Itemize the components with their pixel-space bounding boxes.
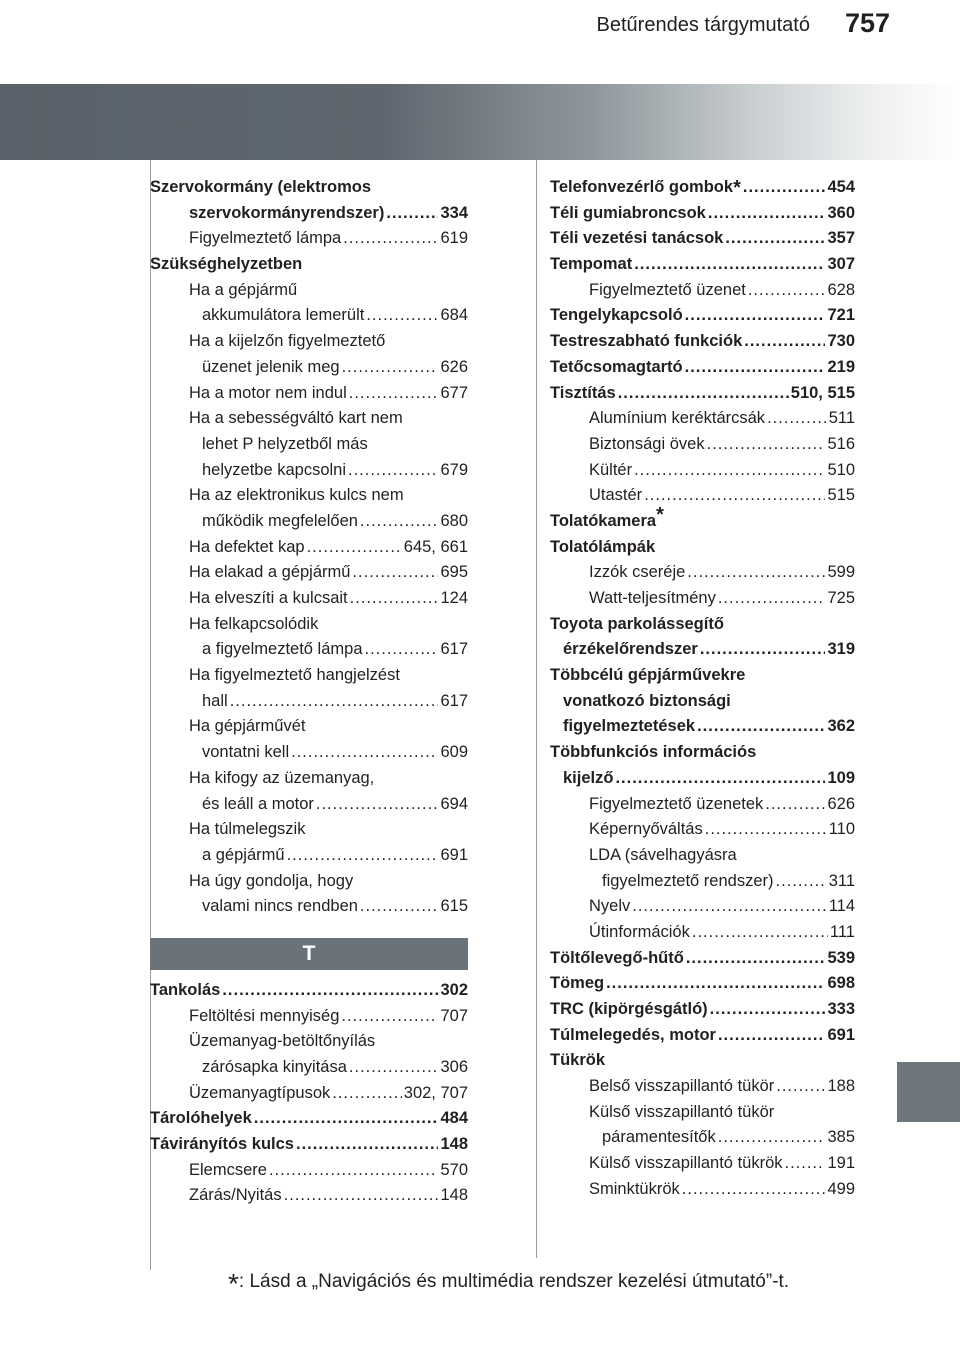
index-entry-term: Tempomat (550, 255, 633, 274)
index-entry-term: a figyelmeztető lámpa (202, 640, 363, 659)
index-entry (150, 1004, 468, 1030)
dot-leader (697, 714, 825, 740)
index-entry-term: Téli vezetési tanácsok (550, 229, 724, 248)
dot-leader (634, 252, 825, 278)
index-column-left (150, 175, 468, 1209)
index-entry (150, 535, 468, 561)
index-entry: Telefonvezérlő gombok * ..... 454 (550, 175, 855, 201)
index-entry-page: 510 (827, 460, 855, 479)
index-entry-term: Külső visszapillantó tükör (589, 1102, 775, 1121)
index-entry-page: 515 (827, 486, 855, 505)
index-entry (150, 509, 468, 535)
index-entry-page: 110 (828, 820, 855, 839)
dot-leader (707, 432, 826, 458)
index-entry-term: Túlmelegedés, motor (550, 1025, 716, 1044)
dot-leader (743, 175, 826, 201)
index-entry (550, 817, 855, 843)
index-entry (550, 381, 855, 407)
index-entry (150, 1158, 468, 1184)
index-entry (150, 201, 468, 227)
dot-leader (685, 355, 826, 381)
index-entry (550, 971, 855, 997)
index-entry-page: 188 (827, 1077, 855, 1096)
index-entry-term: Külső visszapillantó tükrök (589, 1154, 783, 1173)
index-section-t-continued (550, 175, 855, 1203)
index-entry-page: 539 (827, 948, 855, 967)
index-entry-term: Izzók cseréje (589, 563, 686, 582)
index-entry-term: Tengelykapcsoló (550, 306, 683, 325)
index-entry (550, 612, 855, 638)
dot-leader (748, 278, 826, 304)
index-entry-page: 617 (440, 691, 468, 710)
index-entry-page: 454 (827, 178, 855, 196)
index-entry (550, 920, 855, 946)
index-entry (550, 714, 855, 740)
index-entry-term: érzékelőrendszer (563, 640, 698, 659)
index-entry-page: 615 (440, 897, 468, 916)
dot-leader (785, 1151, 826, 1177)
index-entry-page: 499 (827, 1179, 855, 1198)
dot-leader (708, 201, 826, 227)
index-entry-page: 691 (827, 1025, 855, 1044)
index-entry (550, 586, 855, 612)
index-entry-term: Tolatókamera (550, 511, 657, 530)
index-entry-term: Elemcsere (189, 1160, 267, 1179)
index-entry-term: vonatkozó biztonsági (563, 691, 731, 710)
dot-leader (222, 978, 438, 1004)
index-entry-term: Többfunkciós információs (550, 743, 757, 762)
index-entry (150, 432, 468, 458)
index-entry-term: Feltöltési mennyiség (189, 1006, 340, 1025)
dot-leader (349, 381, 439, 407)
index-entry-term: Ha gépjárművét (189, 717, 306, 736)
index-entry-page: 730 (827, 332, 855, 351)
index-entry-term: kijelző (563, 768, 614, 787)
index-entry-page: 698 (827, 974, 855, 993)
index-entry (150, 843, 468, 869)
index-entry (550, 303, 855, 329)
section-letter-bar (150, 938, 468, 970)
index-entry (150, 1106, 468, 1132)
index-entry-page: 628 (827, 280, 855, 299)
index-entry-page: 319 (827, 640, 855, 659)
index-entry-term: Útinformációk (589, 922, 690, 941)
index-entry (550, 1048, 855, 1074)
index-entry-page: 617 (440, 640, 468, 659)
dot-leader (365, 637, 439, 663)
index-entry (150, 714, 468, 740)
index-entry (550, 946, 855, 972)
index-entry-term: üzenet jelenik meg (202, 357, 340, 376)
index-entry (150, 663, 468, 689)
index-entry (150, 329, 468, 355)
dot-leader (615, 766, 825, 792)
index-entry-term: hall (202, 691, 228, 710)
index-entry-page: 484 (440, 1109, 468, 1128)
dot-leader (765, 792, 825, 818)
index-entry-term: Szükséghelyzetben (150, 255, 303, 274)
index-entry (150, 1183, 468, 1209)
index-entry-page: 570 (440, 1160, 468, 1179)
index-entry-page: 360 (827, 203, 855, 222)
index-entry-term: Belső visszapillantó tükör (589, 1077, 775, 1096)
index-entry-term: Telefonvezérlő gombok (550, 178, 734, 196)
index-entry-term: Többcélú gépjárművekre (550, 666, 746, 685)
index-entry (550, 1074, 855, 1100)
index-entry-term: Figyelmeztető lámpa (189, 229, 342, 248)
index-entry-term: Nyelv (589, 897, 631, 916)
index-entry-page: 362 (827, 717, 855, 736)
index-entry-page: 695 (440, 563, 468, 582)
dot-leader (350, 586, 439, 612)
index-entry-term: Figyelmeztető üzenetek (589, 794, 764, 813)
index-entry-term: Ha a sebességváltó kart nem (189, 409, 403, 428)
index-entry-page: 680 (440, 511, 468, 530)
index-entry-term: TRC (kipörgésgátló) (550, 1000, 708, 1018)
index-entry-term: Üzemanyag-betöltőnyílás (189, 1032, 376, 1051)
footnote (228, 1262, 790, 1299)
index-entry-page: 385 (827, 1128, 855, 1147)
index-entry (550, 535, 855, 561)
index-entry-page: 311 (828, 871, 855, 890)
index-entry-page: 619 (440, 229, 468, 248)
index-entry-term: a gépjármű (202, 845, 285, 864)
index-entry-term: Tisztítás (550, 383, 616, 402)
index-entry-term: figyelmeztető rendszer) (602, 871, 774, 890)
dot-leader (606, 971, 825, 997)
dot-leader (685, 303, 826, 329)
index-entry (550, 458, 855, 484)
index-entry (150, 792, 468, 818)
dot-leader (632, 894, 826, 920)
dot-leader (269, 1158, 439, 1184)
index-entry-term: Képernyőváltás (589, 820, 703, 839)
dot-leader (287, 843, 439, 869)
index-entry-page: 191 (827, 1154, 855, 1173)
index-section-t (150, 978, 468, 1209)
index-entry-page: 357 (827, 229, 855, 248)
dot-leader (744, 329, 825, 355)
index-entry (150, 252, 468, 278)
dot-leader (386, 201, 438, 227)
index-entry-term: működik megfelelően (202, 511, 358, 530)
index-entry-term: Ha elveszíti a kulcsait (189, 589, 348, 607)
index-entry (150, 406, 468, 432)
index-entry-term: Sminktükrök (589, 1179, 680, 1198)
index-entry (150, 894, 468, 920)
dot-leader (342, 355, 439, 381)
index-entry-term: Zárás/Nyitás (189, 1186, 282, 1205)
index-entry-page: 306 (440, 1058, 468, 1076)
index-entry (150, 278, 468, 304)
index-entry-term: és leáll a motor (202, 794, 314, 813)
index-entry-page: 333 (827, 1000, 855, 1018)
index-entry-term: Tankolás (150, 980, 221, 999)
dot-leader (348, 458, 438, 484)
index-entry (550, 1151, 855, 1177)
index-entry-term: Watt-teljesítmény (589, 589, 716, 607)
footnote-marker: * (656, 504, 664, 527)
index-entry-term: lehet P helyzetből más (202, 434, 368, 453)
dot-leader (352, 560, 438, 586)
index-entry (550, 894, 855, 920)
index-entry-page: 302, 707 (403, 1083, 468, 1102)
index-entry-term: Kültér (589, 460, 633, 479)
dot-leader (705, 817, 827, 843)
index-entry-term: LDA (sávelhagyásra (589, 845, 737, 864)
dot-leader (710, 997, 826, 1023)
dot-leader (725, 226, 825, 252)
index-entry-page: 684 (440, 306, 468, 325)
dot-leader (700, 637, 826, 663)
index-entry-term: akkumulátora lemerült (202, 306, 365, 325)
index-entry-term: Ha a gépjármű (189, 280, 298, 299)
index-entry (550, 1177, 855, 1203)
index-entry (550, 792, 855, 818)
dot-leader (767, 406, 827, 432)
index-entry (550, 226, 855, 252)
dot-leader (634, 458, 825, 484)
index-entry-term: Tárolóhelyek (150, 1109, 252, 1128)
index-entry (150, 458, 468, 484)
index-entry-term: Utastér (589, 486, 643, 505)
index-entry-page: 725 (827, 589, 855, 607)
index-entry (550, 252, 855, 278)
index-entry-page: 707 (440, 1006, 468, 1025)
running-header-title: Betűrendes tárgymutató (596, 14, 810, 36)
index-entry (150, 560, 468, 586)
index-entry-page: 148 (440, 1135, 468, 1154)
index-entry-page: 677 (440, 383, 468, 402)
index-entry-term: Ha úgy gondolja, hogy (189, 871, 354, 890)
index-entry (150, 689, 468, 715)
section-letter: T (302, 941, 316, 965)
index-entry (550, 432, 855, 458)
index-entry-term: Ha túlmelegszik (189, 820, 306, 839)
index-entry (550, 504, 855, 535)
index-entry-term: Ha a kijelzőn figyelmeztető (189, 332, 386, 351)
index-entry (150, 1081, 468, 1107)
index-entry-page: 679 (440, 460, 468, 479)
dot-leader (366, 303, 438, 329)
index-entry (550, 637, 855, 663)
index-entry (150, 740, 468, 766)
dot-leader (644, 483, 825, 509)
index-section-s (150, 175, 468, 920)
index-entry (550, 766, 855, 792)
index-entry (150, 817, 468, 843)
index-entry (150, 1055, 468, 1081)
dot-leader (682, 1177, 826, 1203)
dot-leader (776, 1074, 825, 1100)
index-entry-term: Tolatólámpák (550, 537, 656, 556)
dot-leader (341, 1004, 438, 1030)
index-entry (150, 355, 468, 381)
index-column-right (550, 175, 855, 1203)
dot-leader (776, 869, 827, 895)
index-entry (550, 483, 855, 509)
index-entry (550, 1023, 855, 1049)
index-entry-term: Ha defektet kap (189, 537, 305, 556)
index-entry (550, 843, 855, 869)
dot-leader (718, 1125, 826, 1151)
header-band (0, 84, 960, 160)
index-entry (150, 1029, 468, 1055)
thumb-index-tab (897, 1062, 960, 1122)
index-entry (550, 740, 855, 766)
index-entry (550, 869, 855, 895)
dot-leader (718, 586, 826, 612)
index-entry (150, 226, 468, 252)
index-entry-page: 148 (440, 1186, 468, 1205)
dot-leader (296, 1132, 438, 1158)
index-entry-page: 609 (440, 743, 468, 762)
dot-leader (692, 920, 828, 946)
dot-leader (618, 381, 789, 407)
index-entry-page: 721 (827, 306, 855, 325)
index-entry-term: Testreszabható funkciók (550, 332, 743, 351)
footnote-asterisk: * (228, 1268, 239, 1299)
index-entry-page: 307 (827, 255, 855, 274)
dot-leader (718, 1023, 826, 1049)
index-entry-term: valami nincs rendben (202, 897, 358, 916)
index-entry (150, 766, 468, 792)
index-entry-page: 599 (827, 563, 855, 582)
index-entry-page: 302 (440, 980, 468, 999)
index-entry-term: Ha kifogy az üzemanyag, (189, 768, 375, 787)
index-entry (150, 869, 468, 895)
index-entry-page: 694 (440, 794, 468, 813)
index-entry (550, 997, 855, 1023)
index-entry-page: 111 (829, 922, 855, 941)
index-entry-term: Tükrök (550, 1051, 606, 1070)
index-entry (550, 689, 855, 715)
dot-leader (343, 226, 438, 252)
index-entry-term: páramentesítők (602, 1128, 716, 1147)
index-entry-term: Szervokormány (elektromos (150, 178, 372, 196)
index-entry (550, 355, 855, 381)
index-entry-term: Üzemanyagtípusok (189, 1083, 331, 1102)
index-entry-page: 219 (827, 357, 855, 376)
index-entry-page: 645, 661 (403, 537, 468, 556)
dot-leader (360, 509, 439, 535)
index-entry-term: Ha elakad a gépjármű (189, 563, 351, 582)
dot-leader (360, 894, 439, 920)
index-entry (550, 278, 855, 304)
index-entry-term: Ha felkapcsolódik (189, 614, 319, 633)
column-divider-rule (536, 160, 537, 1258)
dot-leader (687, 560, 825, 586)
dot-leader (316, 792, 439, 818)
index-entry (150, 1132, 468, 1158)
dot-leader (230, 689, 439, 715)
index-entry-page: 114 (828, 897, 855, 916)
index-entry-term: Tetőcsomagtartó (550, 357, 683, 376)
index-entry-term: Ha a motor nem indul (189, 383, 347, 402)
index-entry-term: Biztonsági övek (589, 434, 705, 453)
index-entry (150, 381, 468, 407)
index-entry-term: figyelmeztetések (563, 717, 696, 736)
dot-leader (291, 740, 438, 766)
index-entry-page: 626 (827, 794, 855, 813)
index-entry-page: 626 (440, 357, 468, 376)
index-entry (550, 1100, 855, 1126)
index-entry (550, 560, 855, 586)
index-entry (150, 586, 468, 612)
index-entry-term: vontatni kell (202, 743, 290, 762)
dot-leader (284, 1183, 439, 1209)
index-entry-term: Figyelmeztető üzenet (589, 280, 746, 299)
index-entry-term: Ha figyelmeztető hangjelzést (189, 666, 400, 685)
index-entry-page: 511 (828, 409, 855, 428)
index-entry-page: 516 (827, 434, 855, 453)
dot-leader (686, 946, 826, 972)
index-entry (550, 663, 855, 689)
index-entry (150, 483, 468, 509)
index-entry-term: Téli gumiabroncsok (550, 203, 706, 222)
dot-leader (349, 1055, 439, 1081)
index-entry-page: 510, 515 (790, 383, 855, 402)
index-entry-term: zárósapka kinyitása (202, 1058, 347, 1076)
index-entry-term: Ha az elektronikus kulcs nem (189, 486, 404, 505)
index-entry-term: szervokormányrendszer) (189, 203, 385, 222)
index-entry-term: Tömeg (550, 974, 605, 993)
index-entry-term: helyzetbe kapcsolni (202, 460, 347, 479)
index-entry-term: Töltőlevegő-hűtő (550, 948, 684, 967)
index-entry-term: Toyota parkolássegítő (550, 614, 724, 633)
footnote-text: : Lásd a „Navigációs és multimédia rendszer kezelési útmutató”-t. (238, 1271, 790, 1292)
index-entry-term: Alumínium keréktárcsák (589, 409, 766, 428)
dot-leader (332, 1081, 402, 1107)
index-entry-term: Távirányítós kulcs (150, 1135, 294, 1154)
index-entry-page: 691 (440, 845, 468, 864)
index-entry (150, 978, 468, 1004)
index-entry (550, 329, 855, 355)
index-entry (150, 303, 468, 329)
dot-leader (254, 1106, 439, 1132)
dot-leader (307, 535, 402, 561)
index-entry (150, 612, 468, 638)
index-entry (550, 406, 855, 432)
index-entry (550, 201, 855, 227)
index-entry-page: 109 (827, 768, 855, 787)
index-entry-page: 334 (440, 203, 468, 222)
index-entry-page: 124 (440, 589, 468, 607)
index-entry (150, 175, 468, 201)
index-entry (550, 1125, 855, 1151)
index-entry (150, 637, 468, 663)
page-number: 757 (844, 8, 890, 38)
